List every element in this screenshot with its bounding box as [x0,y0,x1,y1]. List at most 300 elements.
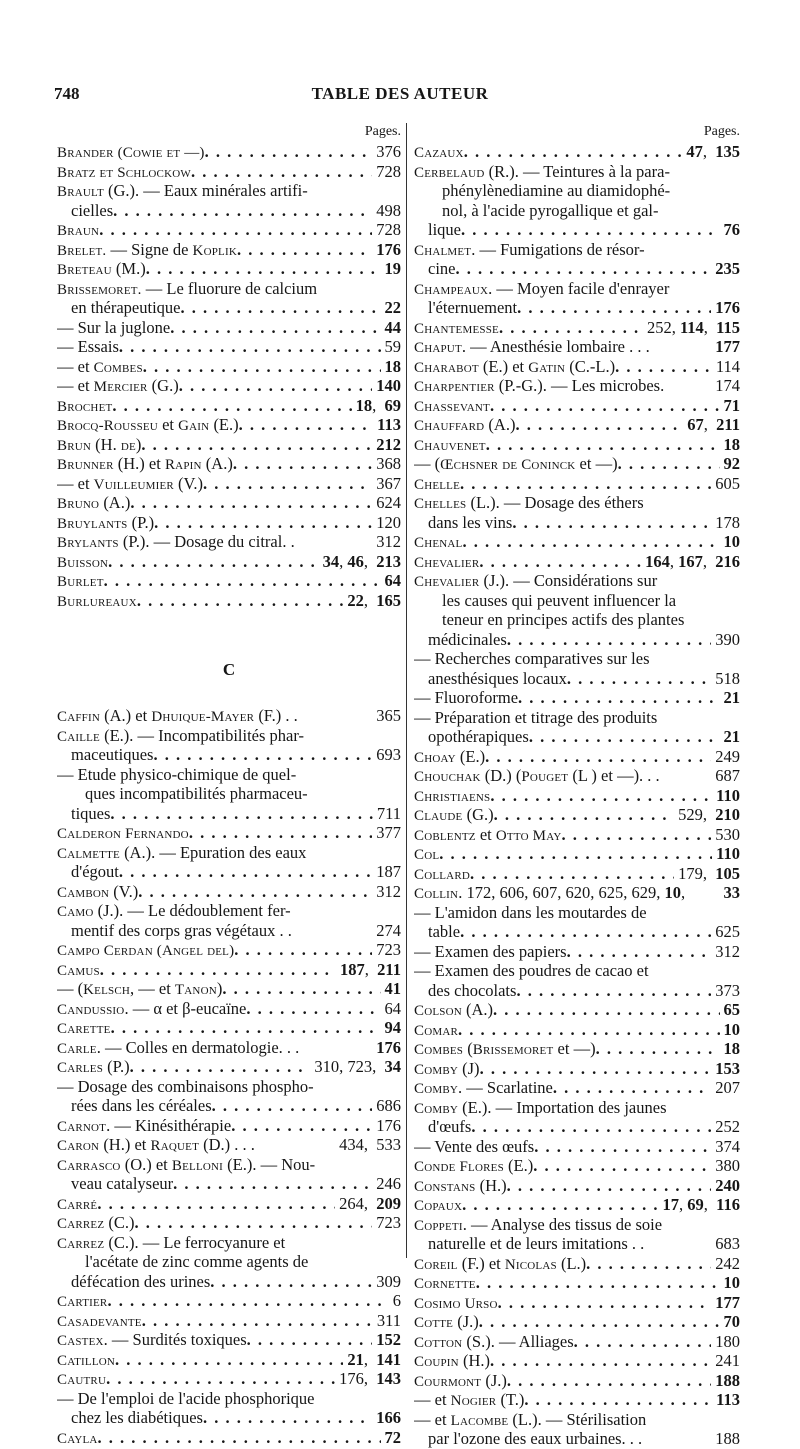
dot-leader [222,979,380,999]
dot-leader [507,630,711,650]
index-entry-line [57,240,401,260]
entry-text: Chenal [414,535,463,551]
entry-text: Camo (J.). — Le dédoublement fer- [57,901,291,920]
index-entry [414,1059,740,1079]
dot-leader [98,1428,381,1448]
page-reference: 728 [376,161,401,181]
index-entry [414,805,740,825]
page-reference: 64 [384,571,401,590]
index-entry-line [57,279,401,299]
page-reference: 309 [376,1271,401,1291]
index-entry [414,1020,740,1040]
entry-text: Brylants (P.). — Dosage du citral. . [57,532,295,551]
page-reference: 47, 135 [686,142,740,161]
index-entry [57,1135,401,1155]
index-entry [414,825,740,845]
index-entry-line [414,318,740,338]
index-entry-line [414,1234,740,1254]
entry-text: — Examen des papiers [414,941,567,961]
dot-leader [518,688,719,708]
entry-text: — et Nogier (T.) [414,1390,525,1409]
entry-text: Comby. — Scarlatine [414,1078,553,1097]
index-entry-line [414,1254,740,1274]
page-reference: 264, 209 [339,1193,401,1213]
dot-leader [181,298,381,318]
index-entry-line [57,862,401,882]
page-reference: 177 [715,337,740,356]
index-entry-line [57,843,401,863]
entry-text: Chevalier (J.). — Considérations sur [414,571,658,590]
index-entry [57,1077,401,1116]
index-entry-line [57,493,401,513]
entry-text: Cambon (V.) [57,881,139,901]
dot-leader [561,825,711,845]
page-reference: 70 [723,1312,740,1331]
entry-text: mentif des corps gras végétaux . . [71,920,292,940]
index-entry [414,415,740,435]
dot-leader [99,220,372,240]
index-entry [57,1194,401,1214]
page-reference: 365 [376,706,401,725]
index-entry-line [414,1312,740,1332]
index-entry [414,1078,740,1098]
entry-text: rées dans les céréales [71,1096,212,1115]
index-entry [57,1155,401,1194]
page-reference: 94 [384,1018,401,1037]
dot-leader [143,357,381,377]
page-reference: 187, 211 [340,959,401,979]
index-entry-line [57,1038,401,1058]
entry-text: Castex. — Surdités toxiques [57,1330,247,1349]
page-reference: 120 [376,512,401,532]
index-entry [414,1410,740,1449]
dot-leader [493,1000,719,1020]
dot-leader [130,1057,311,1077]
dot-leader [439,844,712,864]
entry-text: Brochet [57,398,113,415]
entry-text: Bratz et Schlockow [57,164,191,181]
running-title: TABLE DES AUTEUR [311,84,489,103]
index-entry-line [57,765,401,785]
index-entry [414,942,740,962]
page-reference: 625 [715,922,740,941]
dot-leader [231,1116,372,1136]
entry-text: des chocolats [428,980,517,1000]
entry-text: Comar [414,1022,459,1039]
index-entry [414,357,740,377]
page-reference: 10 [723,1273,740,1292]
index-entry-line [57,435,401,455]
index-entry-line [414,1020,740,1040]
entry-text: Campo Cerdan (Angel del) [57,943,235,959]
index-entry [414,1351,740,1371]
entry-text: — Dosage des combinaisons phospho- [57,1076,314,1096]
index-entry [414,240,740,279]
index-entry [57,532,401,552]
index-entry [414,786,740,806]
page-reference: 241 [715,1351,740,1370]
entry-text: Cotton (S.). — Alliages [414,1331,574,1351]
index-entry-line [414,474,740,494]
index-entry-line [57,552,401,572]
page-reference: 6 [392,1291,401,1310]
index-entry-line [57,921,401,941]
page-reference: 180 [715,1331,740,1351]
page-reference: 59 [384,337,401,356]
index-entry-line [57,745,401,765]
page-reference: 179, 105 [678,863,740,883]
index-entry-line [414,630,740,650]
page-reference: 683 [715,1234,740,1253]
index-list-c-left [57,706,401,1447]
index-entry-line [414,1332,740,1352]
index-entry-line [414,279,740,299]
entry-text: — L'amidon dans les moutardes de [414,902,647,922]
page-reference: 176 [376,1037,401,1057]
index-entry-line [57,1408,401,1428]
entry-text: veau catalyseur [71,1174,174,1193]
entry-text: Catillon [57,1352,116,1369]
entry-text: Brun (H. de) [57,434,142,454]
index-entry-line [414,337,740,357]
index-entry [57,435,401,455]
index-list-b [57,142,401,610]
entry-text: Brissemoret. — Le fluorure de calcium [57,278,318,298]
entry-text: Chouchak (D.) (Pouget (L ) et —). . . [414,766,660,785]
page-reference: 10 [723,1019,740,1039]
entry-text: Chaput. — Anesthésie lombaire . . . [414,337,650,356]
entry-text: anesthésiques locaux [428,668,567,688]
index-entry-line [414,591,740,611]
index-entry-line [57,454,401,474]
dot-leader [512,513,711,533]
entry-text: Carrasco (O.) et Belloni (E.). — Nou- [57,1154,316,1174]
index-entry-line [57,1350,401,1370]
index-entry [414,766,740,786]
index-entry [414,1137,740,1157]
entry-text: Coupin (H.) [414,1351,490,1370]
index-entry-line [414,376,740,396]
index-entry-line [414,981,740,1001]
index-entry [414,1156,740,1176]
index-entry-line [414,1117,740,1137]
index-entry-line [414,786,740,806]
index-entry-line [414,669,740,689]
index-entry [57,376,401,396]
index-entry [414,1254,740,1274]
index-entry [57,1233,401,1292]
page-reference: 176 [376,1115,401,1135]
entry-text: Caron (H.) et Raquet (D.) . . . [57,1135,255,1154]
entry-text: défécation des urines [71,1271,211,1291]
page-reference: 113 [377,415,401,434]
dot-leader [479,552,641,572]
entry-text: Caille (E.). — Incompatibilités phar- [57,725,305,745]
index-entry [57,357,401,377]
entry-text: par l'ozone des eaux urbaines. . . [428,1429,643,1448]
entry-text: nol, à l'acide pyrogallique et gal- [442,200,659,220]
entry-text: Burlureaux [57,593,137,610]
entry-text: opothérapiques [428,727,529,746]
index-entry [414,747,740,767]
page-reference: 240 [715,1175,740,1195]
page-reference: 18 [384,356,401,376]
page-reference: 252 [715,1117,740,1136]
right-column [414,122,740,1449]
dot-leader [179,376,373,396]
index-entry [414,708,740,747]
dot-leader [112,396,351,416]
index-list-c-right [414,142,740,1449]
entry-text: Caffin (A.) et Dhuique-Mayer (F.) . . [57,706,298,725]
page-reference: 153 [715,1058,740,1078]
page-reference: 376 [376,142,401,161]
page-reference: 72 [384,1427,401,1447]
index-entry [414,1332,740,1352]
index-entry [414,493,740,532]
page-reference: 166 [376,1408,401,1427]
index-entry [57,706,401,726]
page-reference: 21 [723,727,740,746]
dot-leader [106,1369,335,1389]
index-entry-line [414,415,740,435]
index-entry [414,337,740,357]
index-entry [414,649,740,688]
index-entry [57,552,401,572]
index-entry-line [414,1039,740,1059]
page-reference: 22, 165 [347,590,401,610]
dot-leader [517,298,711,318]
index-entry [414,844,740,864]
index-entry [57,1330,401,1350]
entry-text: l'éternuement [428,298,518,317]
entry-text: Comby (J) [414,1058,480,1078]
entry-text: — Essais [57,337,119,356]
index-entry-line [414,435,740,455]
dot-leader [119,862,372,882]
entry-text: — De l'emploi de l'acide phosphorique [57,1388,315,1408]
index-entry-line [414,708,740,728]
page-reference: 18, 69 [355,395,401,415]
index-entry-line [414,162,740,182]
page-reference: 176, 143 [339,1369,401,1388]
dot-leader [203,1408,372,1428]
entry-text: Carré [57,1196,98,1213]
entry-text: — et Lacombe (L.). — Stérilisation [414,1409,647,1429]
entry-text: Cartier [57,1294,108,1310]
index-entry-line [414,1000,740,1020]
index-entry [414,1098,740,1137]
index-entry-line [414,259,740,279]
index-entry [57,1428,401,1448]
index-entry-line [414,396,740,416]
index-entry-line [57,396,401,416]
index-entry-line [57,591,401,611]
entry-text: Brault (G.). — Eaux minérales artifi- [57,181,308,200]
dot-leader [173,1174,372,1194]
dot-leader [533,1156,711,1176]
index-entry-line [414,864,740,884]
page-reference: 368 [376,454,401,473]
dot-leader [507,1371,711,1391]
entry-text: dans les vins [428,512,513,532]
dot-leader [507,1176,712,1196]
entry-text: — Etude physico-chimique de quel- [57,764,297,784]
index-entry-line [57,142,401,162]
page-header [0,84,800,106]
index-entry [414,435,740,455]
index-entry [414,1000,740,1020]
index-entry [414,903,740,942]
entry-text: Carrez (C.) [57,1213,135,1232]
dot-leader [567,942,712,962]
index-entry-line [57,513,401,533]
index-entry [57,1116,401,1136]
dot-leader [233,454,372,474]
index-entry [57,979,401,999]
index-entry [414,1312,740,1332]
entry-text: Cautru [57,1372,107,1388]
entry-text: — Recherches comparatives sur les [414,649,650,668]
dot-leader [490,1351,711,1371]
index-entry [57,1057,401,1077]
page-reference: 113 [716,1390,740,1409]
dot-leader [135,1213,373,1233]
entry-text: teneur en principes actifs des plantes [442,610,685,629]
page-reference: 529, 210 [678,805,740,824]
entry-text: Cosimo Urso [414,1295,498,1312]
page-reference: 176 [376,239,401,259]
dot-leader [113,201,372,221]
entry-text: Brunner (H.) et Rapin (A.) [57,454,233,473]
index-entry [57,1369,401,1389]
index-entry [57,240,401,260]
index-entry-line [57,376,401,396]
page-reference: 249 [715,746,740,766]
entry-text: les causes qui peuvent influencer la [442,590,677,610]
page-reference: 312 [376,532,401,551]
dot-leader [210,1272,372,1292]
dot-leader [246,999,380,1019]
page-reference: 723 [376,1213,401,1232]
column-divider [406,123,407,1258]
entry-text: Brocq-Rousseu et Gain (E.) [57,415,239,434]
index-entry-line [57,571,401,591]
index-entry [57,901,401,940]
index-entry [414,552,740,572]
index-entry [57,1350,401,1370]
page-reference: 76 [723,220,740,239]
dot-leader [138,882,372,902]
index-entry-line [414,688,740,708]
index-entry [414,318,740,338]
entry-text: médicinales [428,629,507,649]
page-reference: 518 [715,668,740,688]
index-entry [57,843,401,882]
entry-text: Bruno (A.) [57,493,131,512]
page-reference: 374 [715,1136,740,1156]
dot-leader [100,960,336,980]
page-reference: 174 [715,376,740,395]
index-entry-line [414,1429,740,1449]
page-reference: 71 [723,395,740,415]
page-reference: 34, 46, 213 [322,551,401,571]
entry-text: Cotte (J.) [414,1312,479,1331]
entry-text: — Examen des poudres de cacao et [414,961,649,980]
dot-leader [498,1293,712,1313]
index-entry [414,1371,740,1391]
index-entry [414,162,740,240]
dot-leader [553,1078,711,1098]
page-reference: 21, 141 [347,1349,401,1369]
dot-leader [142,1311,373,1331]
page-reference: 434, 533 [339,1135,401,1154]
page-reference: 21 [723,688,740,707]
page-reference: 312 [715,941,740,961]
dot-leader [567,669,711,689]
index-entry-line [57,1116,401,1136]
index-entry [57,1311,401,1331]
page-reference: 18 [723,1039,740,1058]
index-entry-line [414,805,740,825]
entry-text: — (Œchsner de Coninck et —) [414,454,618,473]
index-entry-line [57,804,401,824]
page-reference: 65 [723,1000,740,1019]
entry-text: Cornette [414,1276,476,1292]
index-entry-line [57,181,401,201]
index-entry [57,940,401,960]
index-entry [414,883,740,903]
index-entry-line [414,1078,740,1098]
entry-text: chez les diabétiques [71,1408,203,1427]
entry-text: — Fluoroforme [414,688,519,707]
index-entry-line [414,532,740,552]
entry-text: Carles (P.) [57,1057,130,1076]
dot-leader [154,513,372,533]
entry-text: — Sur la juglone [57,317,171,337]
entry-text: Coblentz et Otto May [414,824,562,844]
page-reference: 188 [715,1370,740,1390]
index-entry [414,454,740,474]
index-entry [57,454,401,474]
index-entry [414,688,740,708]
page-reference: 22 [384,298,401,317]
dot-leader [460,922,711,942]
page-reference: 152 [376,1330,401,1349]
index-entry-line [414,1410,740,1430]
entry-text: Conde Flores (E.) [414,1156,534,1175]
entry-text: Collard [414,866,471,883]
index-entry-line [57,999,401,1019]
page-reference: 711 [376,803,401,823]
page-reference: 530 [715,824,740,844]
index-entry [57,142,401,162]
dot-leader [615,357,712,377]
entry-text: l'acétate de zinc comme agents de [85,1252,309,1271]
index-entry-line [414,571,740,591]
page-reference: 110 [716,844,740,863]
index-entry [57,493,401,513]
entry-text: — Vente des œufs [414,1136,535,1156]
index-entry-line [414,1176,740,1196]
page-reference: 177 [715,1292,740,1312]
entry-text: Carnot. — Kinésithérapie [57,1115,232,1135]
page-reference: 92 [723,454,740,473]
entry-text: Bruylants (P.) [57,512,155,532]
dot-leader [476,1273,720,1293]
dot-leader [460,474,711,494]
index-entry [414,474,740,494]
